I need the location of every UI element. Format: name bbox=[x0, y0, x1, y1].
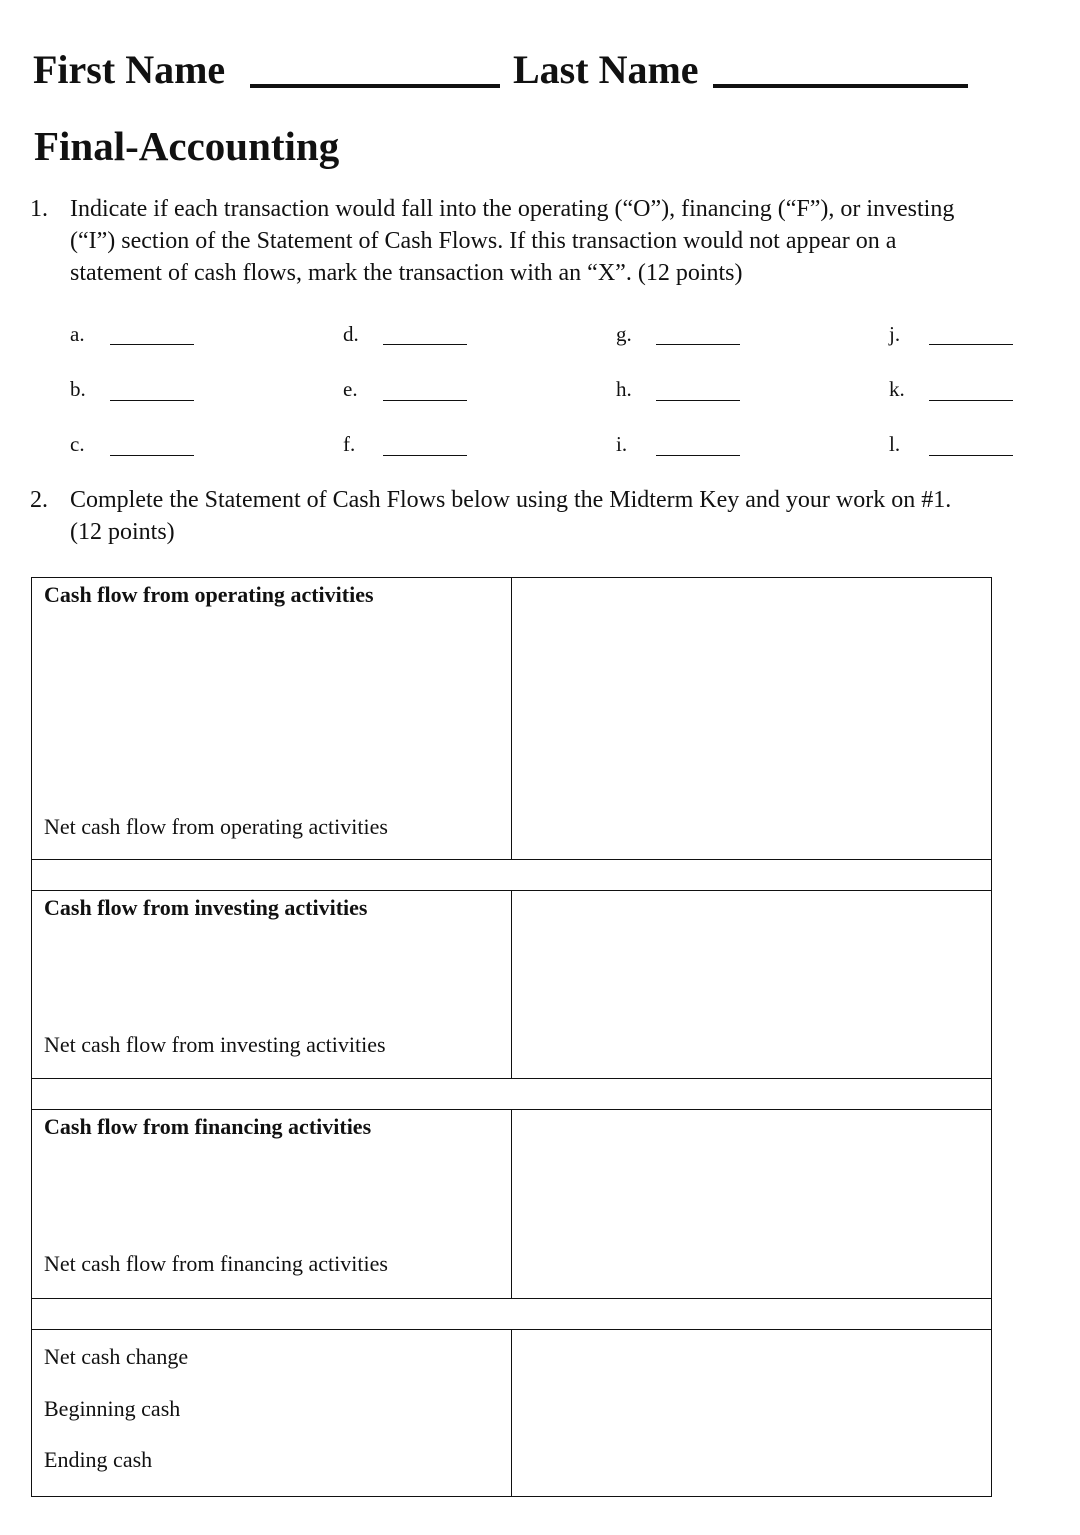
question-1-line: (“I”) section of the Statement of Cash Flows. If this transaction would not appear on a bbox=[70, 228, 897, 254]
answer-blank-c[interactable] bbox=[110, 455, 194, 456]
answer-blank-l[interactable] bbox=[929, 455, 1013, 456]
answer-label-c: c. bbox=[70, 432, 85, 456]
operating-heading: Cash flow from operating activities bbox=[44, 582, 374, 607]
investing-label-cell bbox=[32, 891, 512, 1079]
spacer-row bbox=[32, 1079, 992, 1110]
answer-blank-j[interactable] bbox=[929, 344, 1013, 345]
answer-blank-b[interactable] bbox=[110, 400, 194, 401]
operating-net-label: Net cash flow from operating activities bbox=[44, 814, 388, 839]
first-name-label: First Name bbox=[33, 47, 226, 92]
last-name-field[interactable] bbox=[713, 84, 968, 88]
spacer-cell bbox=[32, 1079, 992, 1110]
answer-label-i: i. bbox=[616, 432, 628, 456]
answer-label-k: k. bbox=[889, 377, 905, 401]
spacer-row bbox=[32, 1299, 992, 1330]
investing-net-label: Net cash flow from investing activities bbox=[44, 1032, 386, 1057]
answer-label-a: a. bbox=[70, 322, 85, 346]
question-1-text bbox=[70, 193, 954, 289]
first-name-field[interactable] bbox=[250, 84, 500, 88]
spacer-cell bbox=[32, 1299, 992, 1330]
financing-label-cell bbox=[32, 1110, 512, 1299]
investing-section bbox=[32, 891, 992, 1079]
answer-label-e: e. bbox=[343, 377, 358, 401]
question-2-number: 2. bbox=[30, 487, 48, 513]
spacer-cell bbox=[32, 860, 992, 891]
answer-label-g: g. bbox=[616, 322, 632, 346]
answer-label-j: j. bbox=[889, 322, 901, 346]
answer-blank-d[interactable] bbox=[383, 344, 467, 345]
spacer-row bbox=[32, 860, 992, 891]
financing-heading: Cash flow from financing activities bbox=[44, 1114, 372, 1139]
operating-section bbox=[32, 578, 992, 860]
answer-label-d: d. bbox=[343, 322, 359, 346]
ending-cash-label: Ending cash bbox=[44, 1447, 153, 1472]
net-cash-change-label: Net cash change bbox=[44, 1344, 189, 1369]
operating-label-cell bbox=[32, 578, 512, 860]
answer-blank-e[interactable] bbox=[383, 400, 467, 401]
answer-blank-h[interactable] bbox=[656, 400, 740, 401]
answer-blank-i[interactable] bbox=[656, 455, 740, 456]
question-2-text bbox=[70, 484, 951, 548]
summary-section bbox=[32, 1330, 992, 1497]
answer-label-f: f. bbox=[343, 432, 356, 456]
answer-label-h: h. bbox=[616, 377, 632, 401]
summary-answer-cell[interactable] bbox=[512, 1330, 992, 1497]
page-title: Final-Accounting bbox=[34, 123, 340, 169]
cash-flow-table bbox=[31, 577, 992, 1497]
summary-label-cell bbox=[32, 1330, 512, 1497]
answer-blank-k[interactable] bbox=[929, 400, 1013, 401]
question-1-line: statement of cash flows, mark the transaction with an “X”. (12 points) bbox=[70, 260, 743, 286]
answer-label-b: b. bbox=[70, 377, 86, 401]
answer-blank-a[interactable] bbox=[110, 344, 194, 345]
financing-section bbox=[32, 1110, 992, 1299]
question-2-line: (12 points) bbox=[70, 519, 175, 545]
question-1-line: Indicate if each transaction would fall into the operating (“O”), financing (“F”), or investing bbox=[70, 196, 955, 222]
question-2-line: Complete the Statement of Cash Flows below using the Midterm Key and your work on #1. bbox=[70, 487, 952, 513]
operating-answer-cell[interactable] bbox=[512, 578, 992, 860]
answer-label-l: l. bbox=[889, 432, 901, 456]
beginning-cash-label: Beginning cash bbox=[44, 1396, 181, 1421]
financing-answer-cell[interactable] bbox=[512, 1110, 992, 1299]
answer-blank-f[interactable] bbox=[383, 455, 467, 456]
answer-blank-g[interactable] bbox=[656, 344, 740, 345]
investing-answer-cell[interactable] bbox=[512, 891, 992, 1079]
question-1-number: 1. bbox=[30, 196, 48, 222]
investing-heading: Cash flow from investing activities bbox=[44, 895, 368, 920]
last-name-label: Last Name bbox=[513, 47, 699, 92]
financing-net-label: Net cash flow from financing activities bbox=[44, 1251, 388, 1276]
